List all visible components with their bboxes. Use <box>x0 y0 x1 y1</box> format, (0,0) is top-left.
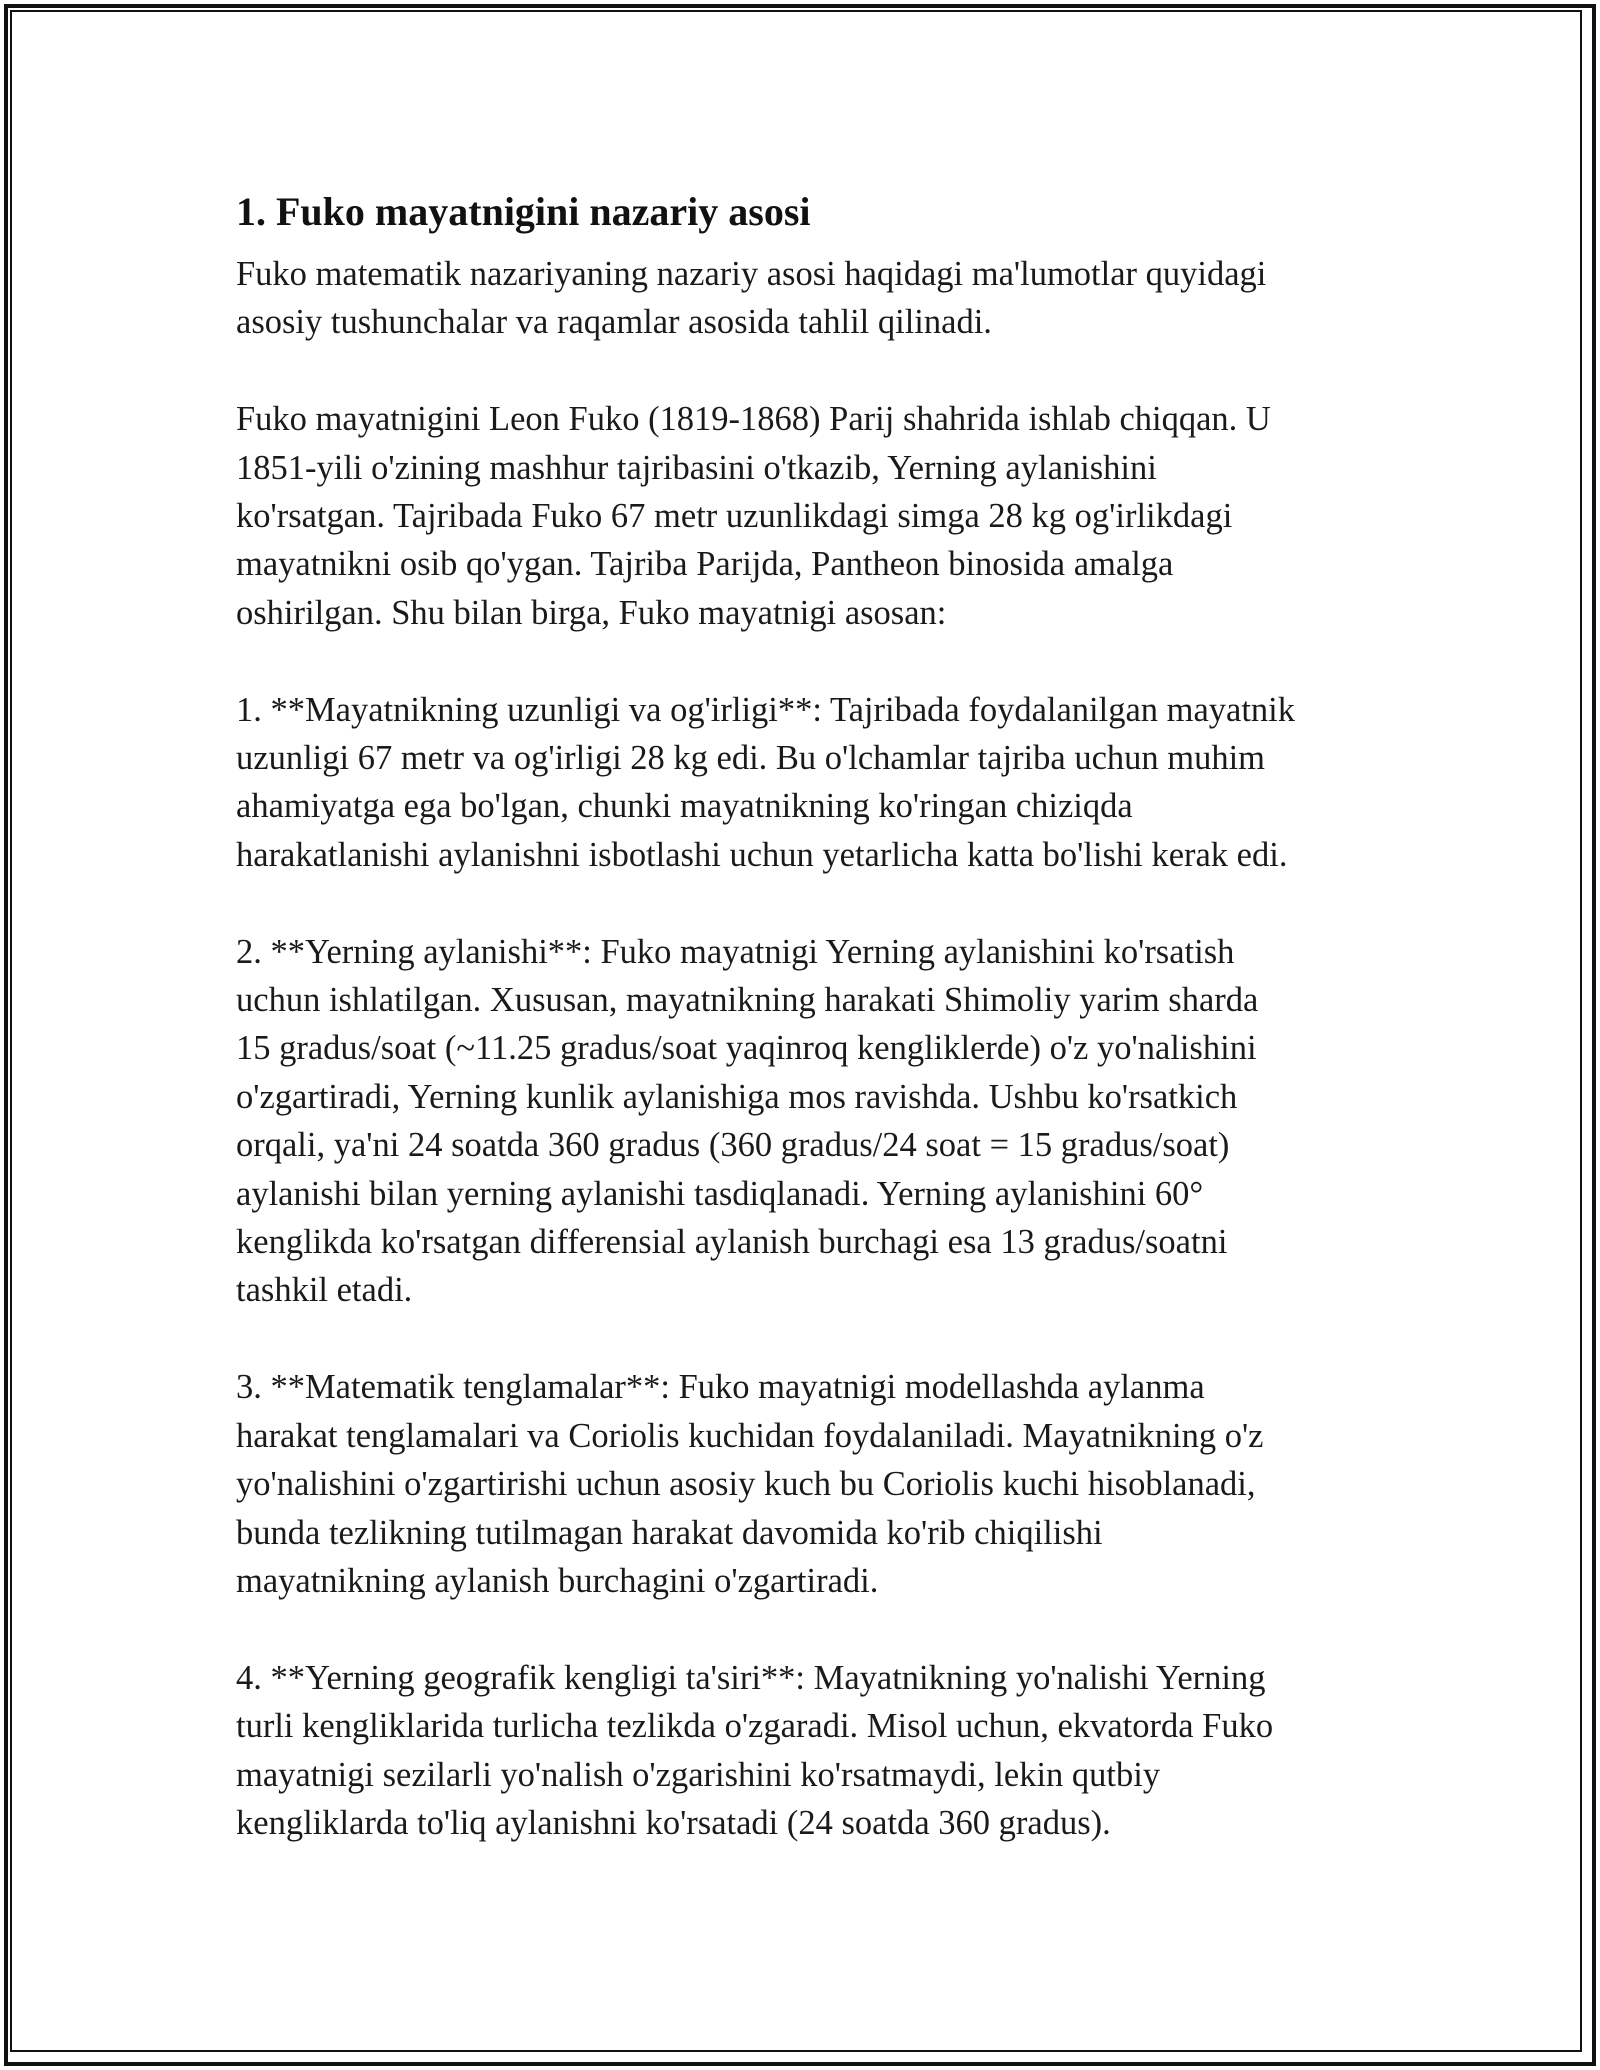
document-body <box>236 184 1376 1847</box>
history-paragraph: Fuko mayatnigini Leon Fuko (1819-1868) Parij shahrida ishlab chiqqan. U 1851-yili o'zining mashhur tajribasini o'tkazib, Yerning aylanishini ko'rsatgan. Tajribada Fuko 67 metr uzunlikdagi simga 28 kg og'irlikdagi mayatnikni osib qo'ygan. Tajriba Parijda, Pantheon binosida amalga oshirilgan. Shu bilan birga, Fuko mayatnigi asosan: <box>236 400 1271 632</box>
intro-paragraph: Fuko matematik nazariyaning nazariy asosi haqidagi ma'lumotlar quyidagi asosiy tushunchalar va raqamlar asosida tahlil qilinadi. <box>236 255 1267 342</box>
list-item-equations: 3. **Matematik tenglamalar**: Fuko mayatnigi modellashda aylanma harakat tenglamalari va Coriolis kuchidan foydalaniladi. Mayatnikning o'z yo'nalishini o'zgartirishi uchun asosiy kuch bu Coriolis kuchi hisoblanadi, bunda tezlikning tutilmagan harakat davomida ko'rib chiqilishi mayatnikning aylanish burchagini o'zgartiradi. <box>236 1368 1264 1600</box>
section-heading: 1. Fuko mayatnigini nazariy asosi <box>236 189 811 234</box>
list-item-latitude-effect: 4. **Yerning geografik kengligi ta'siri**: Mayatnikning yo'nalishi Yerning turli kengliklarida turlicha tezlikda o'zgaradi. Misol uchun, ekvatorda Fuko mayatnigi sezilarli yo'nalish o'zgarishini ko'rsatmaydi, lekin qutbiy kengliklarda to'liq aylanishni ko'rsatadi (24 soatda 360 gradus). <box>236 1658 1274 1842</box>
list-item-earth-rotation: 2. **Yerning aylanishi**: Fuko mayatnigi Yerning aylanishini ko'rsatish uchun ishlatilgan. Xususan, mayatnikning harakati Shimoliy yarim sharda 15 gradus/soat (~11.25 gradus/soat yaqinroq kengliklerde) o'z yo'nalishini o'zgartiradi, Yerning kunlik aylanishiga mos ravishda. Ushbu ko'rsatkich orqali, ya'ni 24 soatda 360 gradus (360 gradus/24 soat = 15 gradus/soat) aylanishi bilan yerning aylanishi tasdiqlanadi. Yerning aylanishini 60° kenglikda ko'rsatgan differensial aylanish burchagi esa 13 gradus/soatni tashkil etadi. <box>236 932 1259 1310</box>
list-item-length-weight: 1. **Mayatnikning uzunligi va og'irligi**: Tajribada foydalanilgan mayatnik uzunligi 67 metr va og'irligi 28 kg edi. Bu o'lchamlar tajriba uchun muhim ahamiyatga ega bo'lgan, chunki mayatnikning ko'ringan chiziqda harakatlanishi aylanishni isbotlashi uchun yetarlicha katta bo'lishi kerak edi. <box>236 690 1296 874</box>
